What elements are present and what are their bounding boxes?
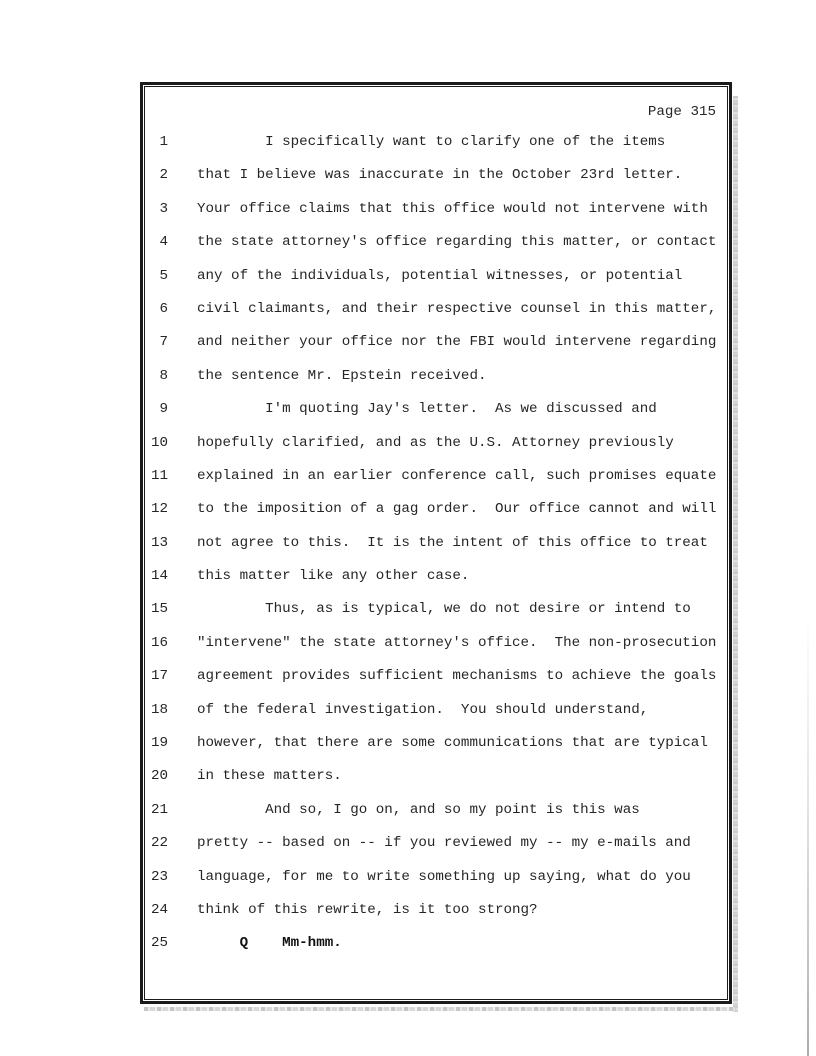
line-number: 11 (150, 467, 168, 484)
transcript-line (145, 193, 727, 226)
line-text: Your office claims that this office would not intervene with (197, 200, 708, 217)
transcript-line (145, 727, 727, 760)
line-number: 12 (150, 501, 168, 518)
line-text: the sentence Mr. Epstein received. (197, 367, 487, 384)
transcript-line (145, 293, 727, 326)
line-number: 2 (159, 167, 168, 184)
line-text: however, that there are some communications that are typical (197, 735, 708, 752)
scan-artifact-page-edge-line (807, 610, 809, 1056)
line-number: 13 (150, 534, 168, 551)
line-text: the state attorney's office regarding this matter, or contact (197, 234, 717, 251)
transcript-line (145, 159, 727, 192)
transcript-line (145, 460, 727, 493)
line-number: 15 (150, 601, 168, 618)
line-text: language, for me to write something up saying, what do you (197, 868, 691, 885)
transcript-line (145, 861, 727, 894)
transcript-lines (145, 126, 727, 961)
line-text: pretty -- based on -- if you reviewed my -- my e-mails and (197, 835, 691, 852)
line-text: think of this rewrite, is it too strong? (197, 901, 538, 918)
line-text: hopefully clarified, and as the U.S. Attorney previously (197, 434, 674, 451)
line-text: this matter like any other case. (197, 568, 470, 585)
transcript-line (145, 560, 727, 593)
transcript-line (145, 827, 727, 860)
line-number: 18 (150, 701, 168, 718)
line-number: 22 (150, 835, 168, 852)
document-frame (140, 82, 732, 1004)
page-number-header: Page 315 (647, 104, 716, 120)
line-number: 1 (159, 134, 168, 150)
transcript-line (145, 393, 727, 426)
transcript-line (145, 593, 727, 626)
line-text: explained in an earlier conference call, such promises equate (197, 467, 717, 484)
scan-shadow-bottom-edge (144, 1007, 736, 1011)
transcript-line (145, 260, 727, 293)
transcript-line (145, 927, 727, 960)
transcript-line (145, 794, 727, 827)
line-number: 16 (150, 634, 168, 651)
transcript-line (145, 627, 727, 660)
line-text: that I believe was inaccurate in the October 23rd letter. (197, 167, 683, 184)
line-number: 20 (150, 768, 168, 785)
line-text: any of the individuals, potential witnesses, or potential (197, 267, 683, 284)
line-number: 4 (159, 234, 168, 251)
line-text: Q Mm-hmm. (197, 935, 342, 952)
line-text: to the imposition of a gag order. Our office cannot and will (197, 501, 717, 518)
transcript-line (145, 760, 727, 793)
line-text: "intervene" the state attorney's office. The non-prosecution (197, 634, 717, 651)
line-number: 17 (150, 668, 168, 685)
transcript-line (145, 360, 727, 393)
transcript-line (145, 894, 727, 927)
scan-shadow-right-edge (733, 96, 738, 1012)
line-text: not agree to this. It is the intent of this office to treat (197, 534, 708, 551)
line-number: 7 (159, 334, 168, 351)
transcript-line (145, 694, 727, 727)
line-text: of the federal investigation. You should understand, (197, 701, 649, 718)
line-text: civil claimants, and their respective counsel in this matter, (197, 300, 717, 317)
line-number: 5 (159, 267, 168, 284)
line-number: 6 (159, 300, 168, 317)
line-number: 8 (159, 367, 168, 384)
line-text: I specifically want to clarify one of the items (197, 134, 666, 150)
line-number: 19 (150, 735, 168, 752)
line-number: 10 (150, 434, 168, 451)
line-number: 24 (150, 901, 168, 918)
line-text: and neither your office nor the FBI would intervene regarding (197, 334, 717, 351)
line-number: 14 (150, 568, 168, 585)
line-number: 23 (150, 868, 168, 885)
line-text: in these matters. (197, 768, 342, 785)
transcript-line (145, 527, 727, 560)
line-text: I'm quoting Jay's letter. As we discussed and (197, 401, 657, 418)
transcript-line (145, 427, 727, 460)
transcript-line (145, 326, 727, 359)
line-text: And so, I go on, and so my point is this was (197, 801, 640, 818)
transcript-line (145, 493, 727, 526)
line-number: 9 (159, 401, 168, 418)
line-number: 3 (159, 200, 168, 217)
line-number: 21 (150, 801, 168, 818)
line-number: 25 (150, 935, 168, 952)
line-text: Thus, as is typical, we do not desire or intend to (197, 601, 691, 618)
transcript-line (145, 660, 727, 693)
document-frame-inner-rule (144, 86, 728, 1000)
transcript-line (145, 226, 727, 259)
line-text: agreement provides sufficient mechanisms to achieve the goals (197, 668, 717, 685)
transcript-line (145, 126, 727, 159)
